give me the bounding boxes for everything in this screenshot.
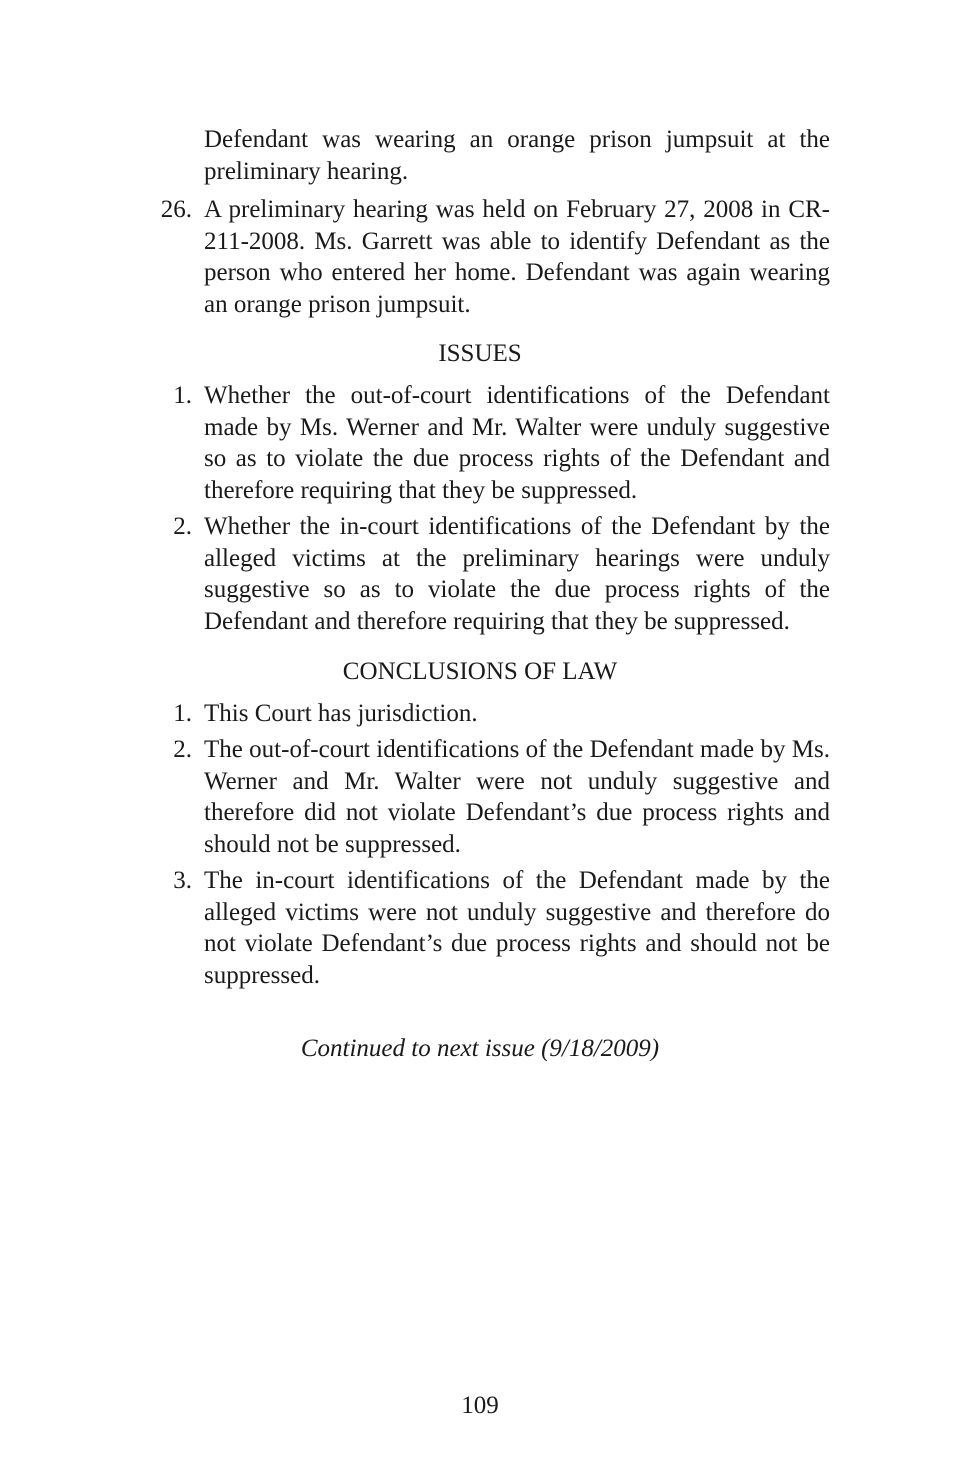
finding-text: A preliminary hearing was held on February 27, 2008 in CR-211-2008. Ms. Garrett was able to identify Defendant as the person who entered her home. Defendant was again wearing an orange prison jumpsuit.: [204, 196, 830, 318]
conclusion-item: [173, 865, 830, 991]
conclusion-number: 2.: [173, 736, 192, 763]
conclusions-heading: CONCLUSIONS OF LAW: [342, 658, 618, 685]
finding-item: [160, 194, 830, 320]
conclusion-item: [173, 734, 830, 860]
issue-item: [173, 511, 830, 637]
issue-text: Whether the in-court identifications of the Defendant by the alleged victims at the preliminary hearings were unduly suggestive so as to violate the due process rights of the Defendant and therefore requiring that they be suppressed.: [204, 513, 830, 635]
issues-heading: ISSUES: [438, 340, 522, 367]
conclusion-text: The out-of-court identifications of the Defendant made by Ms. Werner and Mr. Walter were not unduly suggestive and therefore did not violate Defendant’s due process rights and should not be suppressed.: [204, 736, 830, 858]
conclusion-number: 1.: [173, 700, 192, 727]
issue-number: 2.: [173, 513, 192, 540]
conclusion-text: The in-court identifications of the Defendant made by the alleged victims were not unduly suggestive and therefore do not violate Defendant’s due process rights and should not be suppressed.: [204, 867, 830, 989]
finding-number: 26.: [160, 196, 192, 223]
continuation-paragraph: Defendant was wearing an orange prison jumpsuit at the preliminary hearing.: [204, 126, 830, 185]
conclusion-number: 3.: [173, 867, 192, 894]
continued-note: Continued to next issue (9/18/2009): [300, 1035, 660, 1062]
issue-number: 1.: [173, 382, 192, 409]
conclusion-item: [173, 698, 830, 730]
issue-item: [173, 380, 830, 506]
page-number: 109: [461, 1392, 499, 1419]
conclusion-text: This Court has jurisdiction.: [204, 700, 478, 727]
issue-text: Whether the out-of-court identifications of the Defendant made by Ms. Werner and Mr. Walter were unduly suggestive so as to violate the due process rights of the Defendant and therefore requiring that they be suppressed.: [204, 382, 830, 504]
